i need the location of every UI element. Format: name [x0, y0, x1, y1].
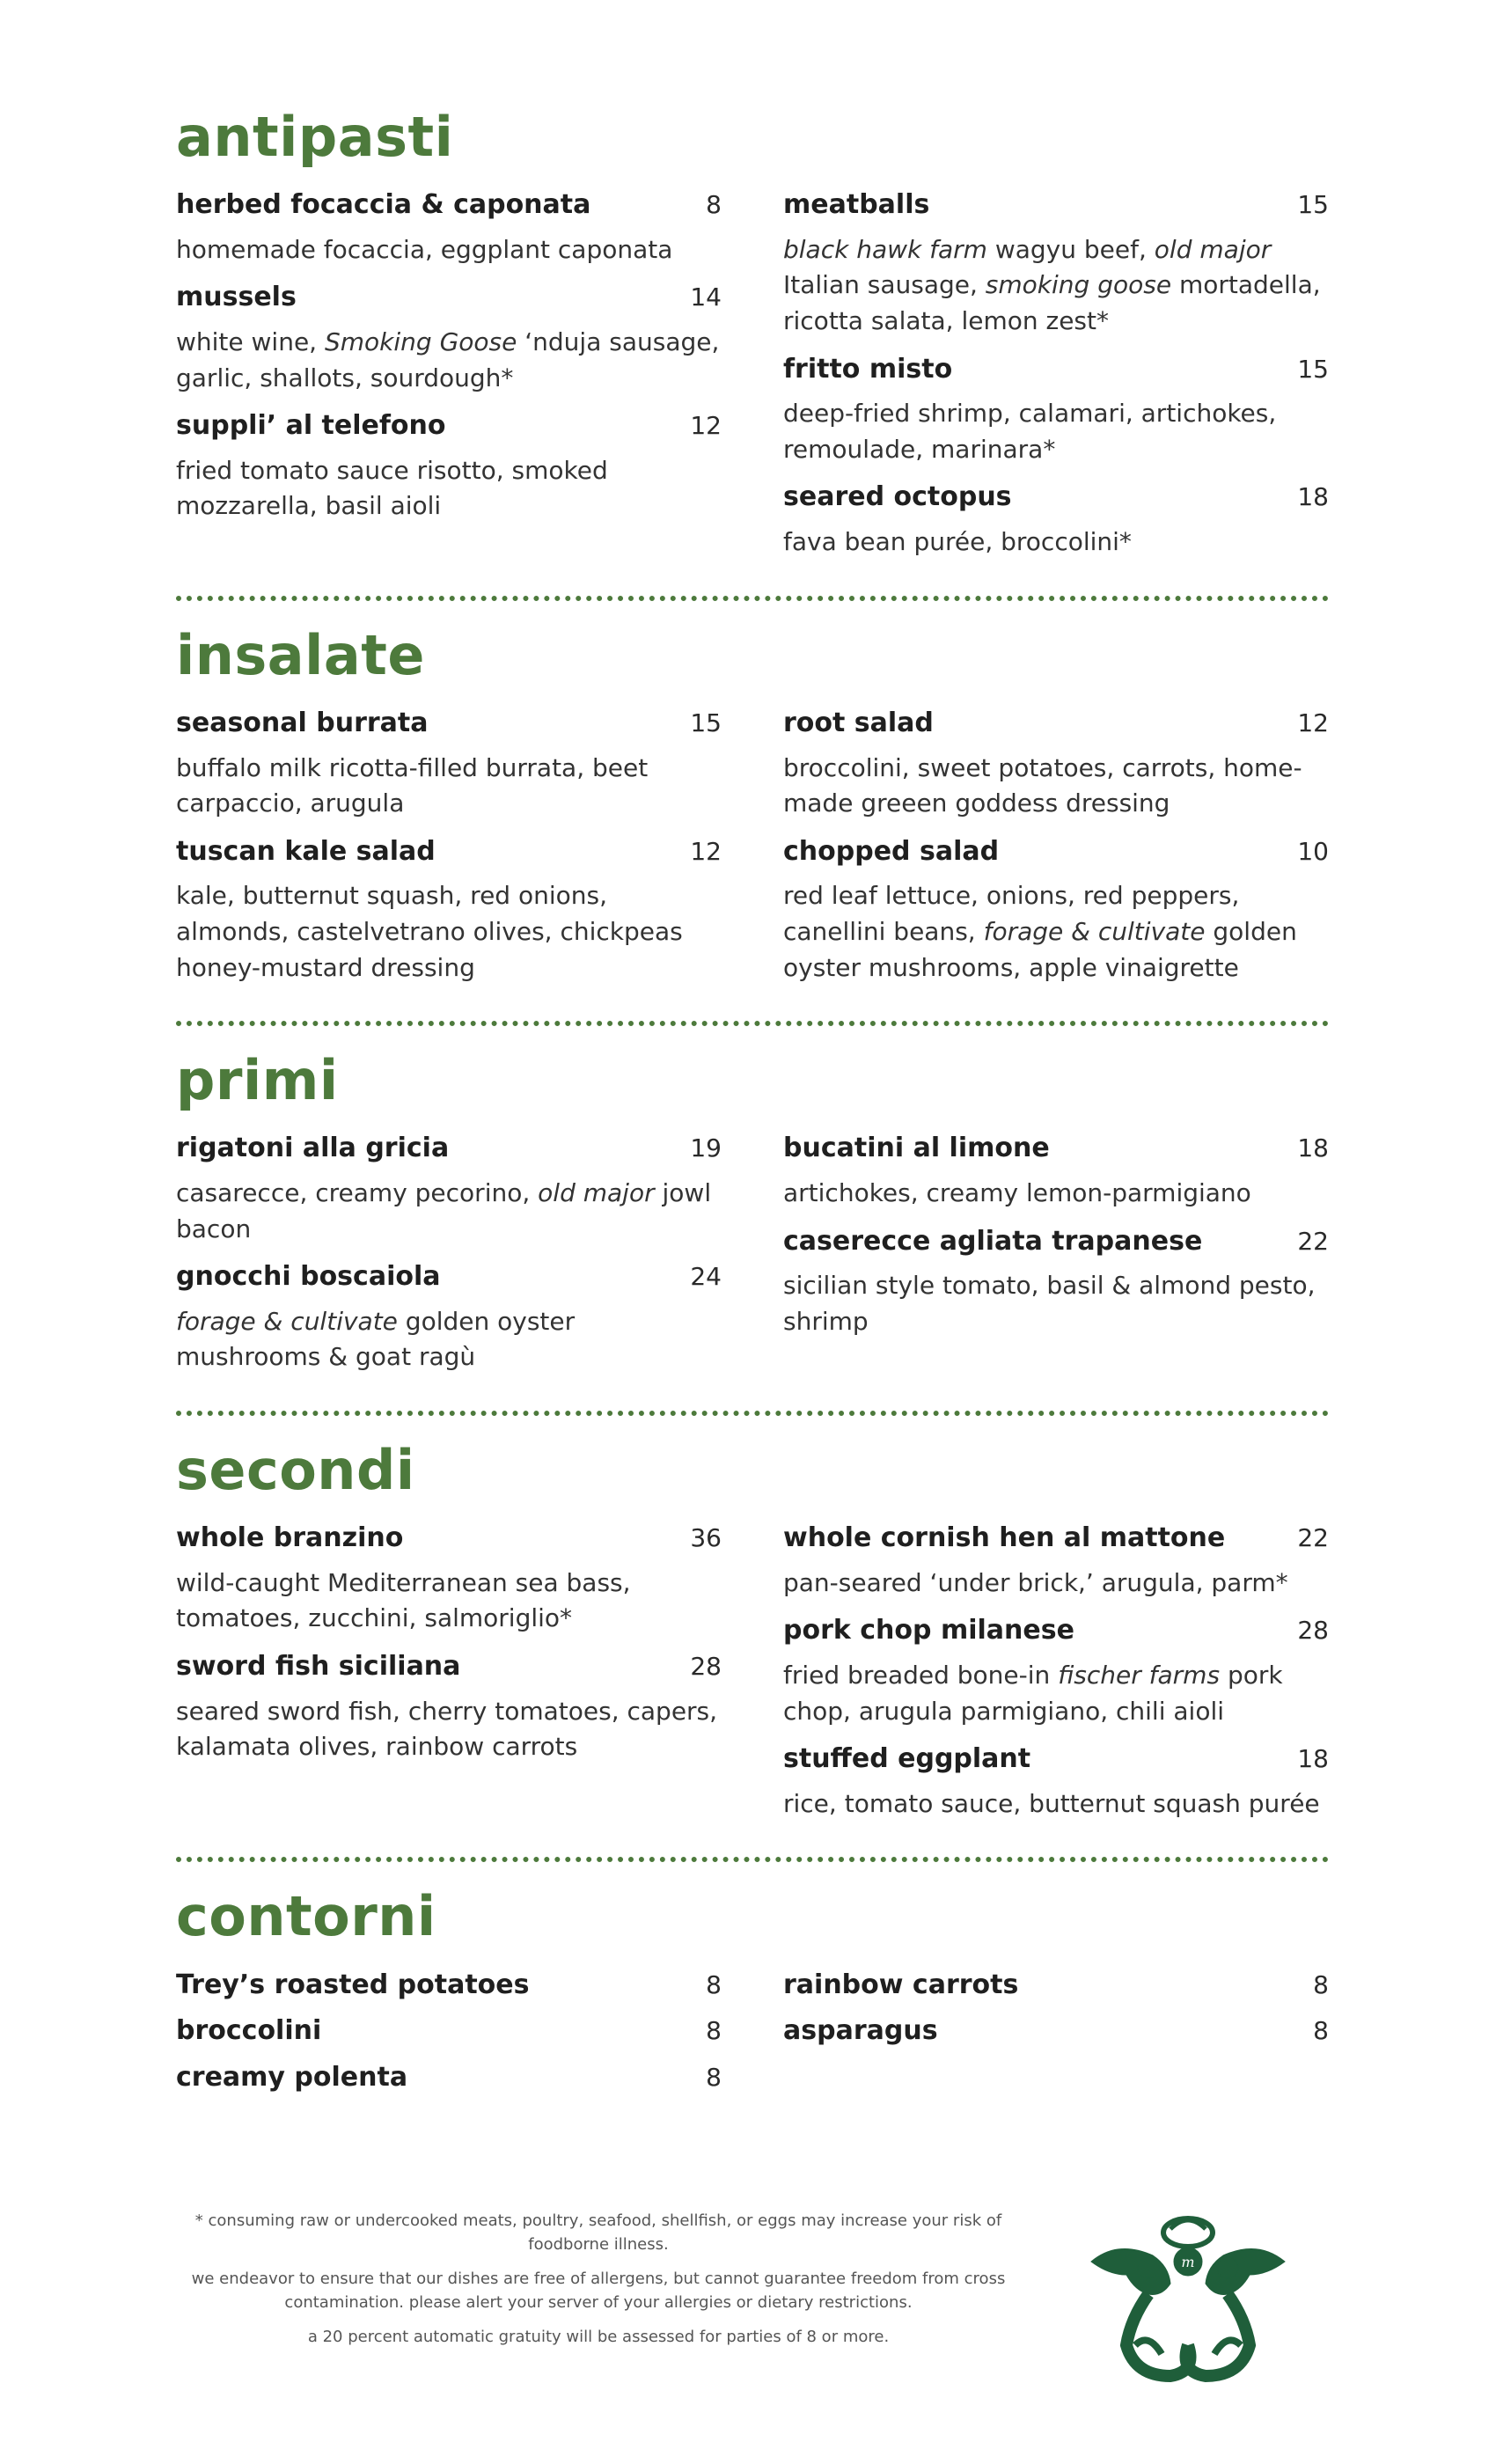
left-column [176, 1968, 722, 2107]
item-name: fritto misto [783, 353, 953, 385]
description-italic-text: Smoking Goose [324, 327, 517, 357]
menu-item-creamy-polenta [176, 2060, 722, 2096]
description-italic-text: old major [1154, 234, 1272, 264]
description-text: fried tomato sauce risotto, smoked mozzarella, basil aioli [176, 455, 608, 521]
description-text: seared sword fish, cherry tomatoes, capers, kalamata olives, rainbow carrots [176, 1696, 718, 1762]
section-title: antipasti [176, 105, 454, 169]
item-name: herbed focaccia & caponata [176, 189, 591, 221]
item-description [176, 232, 722, 268]
menu-item-suppli-al-telefono [176, 408, 722, 524]
description-text: sicilian style tomato, basil & almond pesto, shrimp [783, 1271, 1316, 1336]
item-name: root salad [783, 707, 934, 738]
item-price: 15 [690, 708, 722, 737]
section-divider [176, 1857, 1329, 1862]
item-name: rainbow carrots [783, 1969, 1019, 2000]
section-primi [176, 1049, 1329, 1388]
description-text: white wine, [176, 327, 325, 357]
footer-gratuity-note: a 20 percent automatic gratuity will be assessed for parties of 8 or more. [307, 2328, 890, 2346]
footer [176, 2209, 1021, 2359]
item-description [783, 751, 1329, 822]
left-column [176, 187, 722, 572]
description-text: wild-caught Mediterranean sea bass, tomatoes, zucchini, salmoriglio* [176, 1567, 631, 1633]
item-price: 8 [706, 1969, 722, 1999]
left-column [176, 1521, 722, 1834]
description-text: casarecce, creamy pecorino, [176, 1177, 539, 1207]
description-text: red leaf lettuce, onions, red peppers, canellini beans, [783, 881, 1240, 946]
left-column [176, 706, 722, 998]
section-title: insalate [176, 622, 425, 687]
menu-item-herbed-focaccia-caponata [176, 187, 722, 268]
item-description [783, 396, 1329, 467]
twin-mermaids-logo-icon [1065, 2213, 1311, 2389]
svg-text:m: m [1181, 2254, 1195, 2270]
item-price: 18 [1297, 482, 1329, 512]
menu-item-stuffed-eggplant [783, 1742, 1329, 1822]
item-description [783, 1176, 1329, 1212]
item-name: whole cornish hen al mattone [783, 1522, 1226, 1554]
right-column [783, 1131, 1329, 1388]
item-description [176, 1694, 722, 1765]
menu-item-fritto-misto [783, 352, 1329, 468]
menu-item-mussels [176, 280, 722, 396]
item-price: 22 [1297, 1226, 1329, 1256]
item-price: 14 [690, 282, 722, 312]
menu-item-meatballs [783, 187, 1329, 339]
item-description [783, 878, 1329, 986]
description-text: fried breaded bone-in [783, 1661, 1059, 1690]
left-column [176, 1131, 722, 1388]
description-text: golden oyster mushrooms & goat ragù [176, 1306, 576, 1372]
menu-item-sword-fish-siciliana [176, 1649, 722, 1765]
item-price: 8 [1313, 2016, 1329, 2046]
item-price: 8 [706, 190, 722, 220]
item-description [176, 1304, 722, 1375]
item-description [176, 878, 722, 986]
item-price: 10 [1297, 836, 1329, 866]
item-price: 28 [690, 1652, 722, 1682]
menu-item-rigatoni-alla-gricia [176, 1131, 722, 1247]
item-description [783, 1268, 1329, 1339]
section-divider [176, 596, 1329, 601]
item-price: 12 [690, 411, 722, 441]
item-price: 15 [1297, 354, 1329, 384]
right-column [783, 1968, 1329, 2107]
item-description [783, 232, 1329, 340]
menu-item-gnocchi-boscaiola [176, 1259, 722, 1375]
section-divider [176, 1411, 1329, 1416]
item-name: seasonal burrata [176, 707, 429, 738]
description-text: mortadella, ricotta salata, lemon zest* [783, 270, 1321, 336]
menu-item-whole-cornish-hen-al-mattone [783, 1521, 1329, 1601]
right-column [783, 706, 1329, 998]
item-description [176, 453, 722, 524]
section-divider [176, 1021, 1329, 1026]
item-description [176, 1566, 722, 1637]
section-antipasti [176, 106, 1329, 573]
item-description [176, 325, 722, 396]
description-text: homemade focaccia, eggplant caponata [176, 234, 673, 264]
item-name: suppli’ al telefono [176, 410, 446, 442]
item-name: caserecce agliata trapanese [783, 1225, 1203, 1257]
menu-item-seasonal-burrata [176, 706, 722, 822]
description-text: fava bean purée, broccolini* [783, 527, 1132, 557]
description-text: broccolini, sweet potatoes, carrots, home-made greeen goddess dressing [783, 752, 1302, 818]
item-price: 24 [690, 1262, 722, 1292]
item-price: 19 [690, 1133, 722, 1163]
item-name: tuscan kale salad [176, 835, 436, 867]
item-name: rigatoni alla gricia [176, 1133, 450, 1164]
description-text: golden oyster mushrooms, apple vinaigrette [783, 916, 1297, 982]
menu-item-seared-octopus [783, 480, 1329, 560]
description-text: artichokes, creamy lemon-parmigiano [783, 1177, 1251, 1207]
item-description [176, 1176, 722, 1247]
section-title: primi [176, 1048, 339, 1113]
right-column [783, 187, 1329, 572]
item-name: creamy polenta [176, 2061, 408, 2093]
menu-item-trey-s-roasted-potatoes [176, 1968, 722, 2004]
item-name: gnocchi boscaiola [176, 1261, 441, 1293]
description-text: buffalo milk ricotta-filled burrata, beet carpaccio, arugula [176, 752, 649, 818]
menu-item-whole-branzino [176, 1521, 722, 1637]
item-price: 8 [1313, 1969, 1329, 1999]
item-price: 18 [1297, 1744, 1329, 1774]
description-text: ‘nduja sausage, garlic, shallots, sourdough* [176, 327, 720, 392]
menu-item-pork-chop-milanese [783, 1613, 1329, 1729]
description-text: deep-fried shrimp, calamari, artichokes, remoulade, marinara* [783, 399, 1277, 464]
menu-item-bucatini-al-limone [783, 1131, 1329, 1211]
menu-item-chopped-salad [783, 834, 1329, 986]
section-secondi [176, 1439, 1329, 1834]
description-text: wagyu beef, [986, 234, 1155, 264]
item-description [783, 1566, 1329, 1602]
menu-item-tuscan-kale-salad [176, 834, 722, 986]
footer-allergen-note: we endeavor to ensure that our dishes are free of allergens, but cannot guarantee freedom from cross contamination. please alert your server of your allergies or dietary restrictions. [191, 2270, 1006, 2312]
menu-item-rainbow-carrots [783, 1968, 1329, 2004]
item-price: 18 [1297, 1133, 1329, 1163]
item-name: pork chop milanese [783, 1615, 1074, 1646]
item-price: 12 [690, 836, 722, 866]
item-price: 28 [1297, 1616, 1329, 1646]
description-italic-text: forage & cultivate [983, 916, 1206, 946]
item-name: asparagus [783, 2015, 938, 2047]
description-text: pan-seared ‘under brick,’ arugula, parm* [783, 1567, 1288, 1597]
item-price: 15 [1297, 190, 1329, 220]
item-price: 12 [1297, 708, 1329, 737]
item-description [783, 1786, 1329, 1822]
item-description [783, 1658, 1329, 1729]
description-text: rice, tomato sauce, butternut squash purée [783, 1788, 1320, 1818]
section-contorni [176, 1885, 1329, 2106]
item-name: whole branzino [176, 1522, 404, 1554]
item-name: broccolini [176, 2015, 322, 2047]
section-insalate [176, 624, 1329, 998]
item-name: seared octopus [783, 481, 1012, 513]
item-price: 36 [690, 1523, 722, 1553]
description-italic-text: black hawk farm [783, 234, 987, 264]
description-italic-text: forage & cultivate [176, 1306, 398, 1336]
description-italic-text: old major [538, 1177, 655, 1207]
item-name: Trey’s roasted potatoes [176, 1969, 530, 2000]
description-text: jowl bacon [176, 1177, 712, 1243]
item-name: chopped salad [783, 835, 1000, 867]
menu [176, 106, 1329, 2106]
menu-item-asparagus [783, 2013, 1329, 2050]
section-title: secondi [176, 1437, 415, 1502]
description-text: kale, butternut squash, red onions, almonds, castelvetrano olives, chickpeas honey-mustard dressing [176, 881, 683, 982]
description-text: Italian sausage, [783, 270, 986, 300]
right-column [783, 1521, 1329, 1834]
description-italic-text: fischer farms [1058, 1661, 1221, 1690]
item-name: stuffed eggplant [783, 1743, 1031, 1775]
description-text: pork chop, arugula parmigiano, chili aioli [783, 1661, 1283, 1726]
footer-allergy-warning: * consuming raw or undercooked meats, poultry, seafood, shellfish, or eggs may increase your risk of foodborne illness. [194, 2211, 1002, 2254]
item-description [176, 751, 722, 822]
item-name: meatballs [783, 189, 930, 221]
item-name: bucatini al limone [783, 1133, 1050, 1164]
description-italic-text: smoking goose [985, 270, 1172, 300]
menu-item-root-salad [783, 706, 1329, 822]
item-price: 8 [706, 2016, 722, 2046]
item-name: sword fish siciliana [176, 1651, 461, 1683]
menu-item-broccolini [176, 2013, 722, 2050]
item-description [783, 524, 1329, 561]
item-price: 8 [706, 2062, 722, 2092]
item-price: 22 [1297, 1523, 1329, 1553]
section-title: contorni [176, 1884, 436, 1949]
menu-item-caserecce-agliata-trapanese [783, 1224, 1329, 1340]
item-name: mussels [176, 282, 297, 313]
